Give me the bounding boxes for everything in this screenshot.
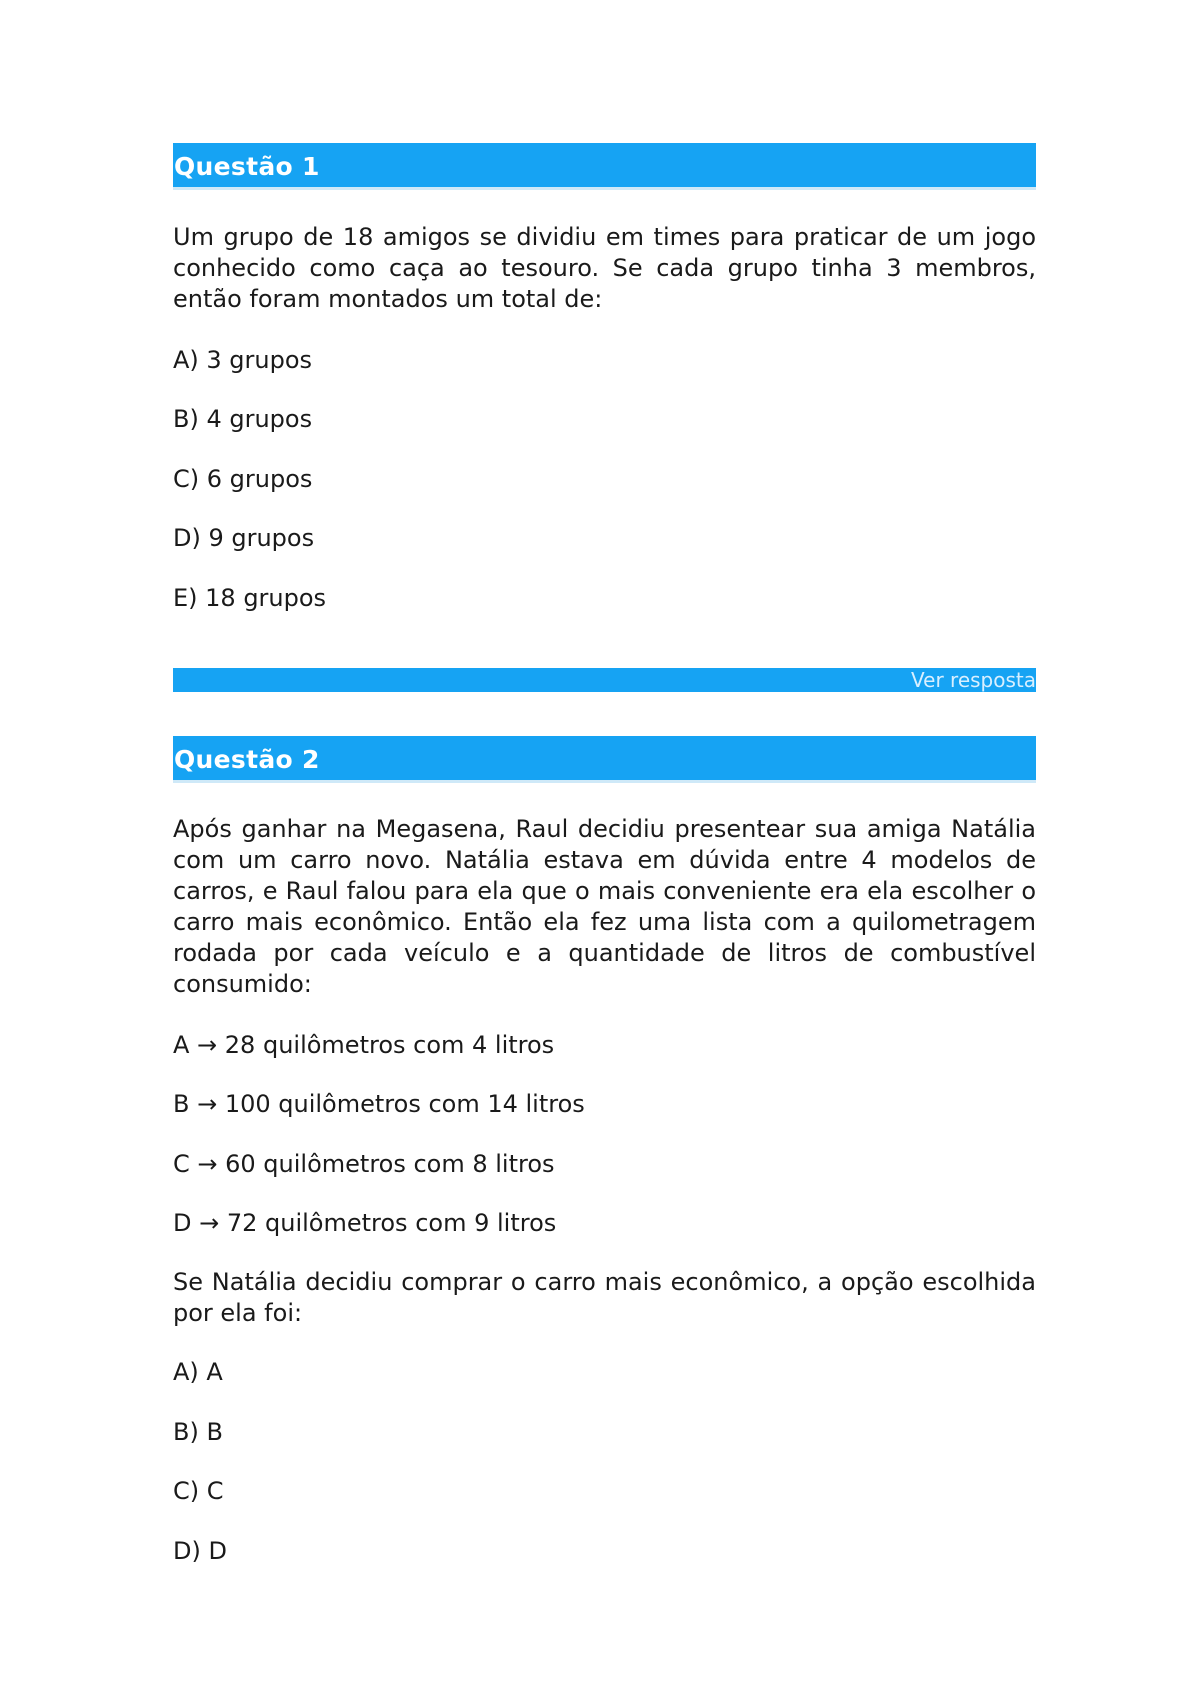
question-1-option-b: B) 4 grupos xyxy=(173,405,313,433)
question-2-option-c: C) C xyxy=(173,1477,224,1505)
question-1-option-c: C) 6 grupos xyxy=(173,465,313,493)
question-2-header xyxy=(173,736,1036,783)
question-1-header xyxy=(173,143,1036,190)
question-1-title: Questão 1 xyxy=(174,152,320,181)
question-2-list-item: D → 72 quilômetros com 9 litros xyxy=(173,1209,557,1237)
question-2-option-d: D) D xyxy=(173,1537,227,1565)
question-1-option-d: D) 9 grupos xyxy=(173,524,315,552)
question-2-option-a: A) A xyxy=(173,1358,223,1386)
question-2-option-b: B) B xyxy=(173,1418,223,1446)
question-1-option-e: E) 18 grupos xyxy=(173,584,327,612)
question-2-title: Questão 2 xyxy=(174,745,320,774)
view-answer-link[interactable]: Ver resposta xyxy=(911,668,1036,692)
question-1-text: Um grupo de 18 amigos se dividiu em times para praticar de um jogo conhecido como caça ao tesouro. Se cada grupo tinha 3 membros, então foram montados um total de: xyxy=(173,223,1036,313)
question-2-list-item: B → 100 quilômetros com 14 litros xyxy=(173,1090,585,1118)
question-2-list-item: A → 28 quilômetros com 4 litros xyxy=(173,1031,555,1059)
question-2-text: Após ganhar na Megasena, Raul decidiu presentear sua amiga Natália com um carro novo. Natália estava em dúvida entre 4 modelos de carros, e Raul falou para ela que o mais conveniente era ela escolher o carro mais econômico. Então ela fez uma lista com a quilometragem rodada por cada veículo e a quantidade de litros de combustível consumido: xyxy=(173,815,1036,998)
answer-bar xyxy=(173,668,1036,692)
question-2-list-item: C → 60 quilômetros com 8 litros xyxy=(173,1150,555,1178)
question-2-prompt: Se Natália decidiu comprar o carro mais econômico, a opção escolhida por ela foi: xyxy=(173,1268,1036,1327)
question-1-option-a: A) 3 grupos xyxy=(173,346,313,374)
